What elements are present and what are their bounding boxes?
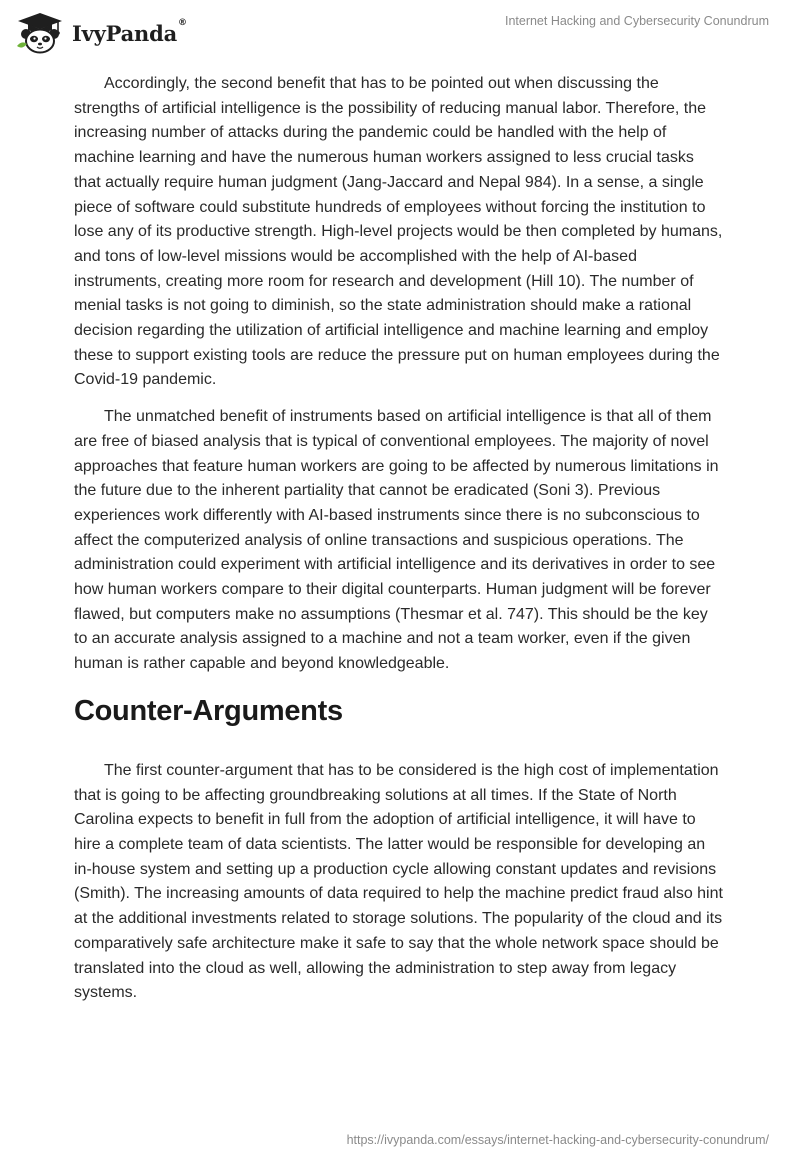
section-heading: Counter-Arguments [74, 694, 343, 727]
logo-text [72, 17, 187, 46]
document-title: Internet Hacking and Cybersecurity Conundrum [504, 14, 769, 28]
source-url[interactable]: https://ivypanda.com/essays/internet-hacking-and-cybersecurity-conundrum/ [346, 1133, 769, 1147]
logo-wordmark: IvyPanda [72, 20, 178, 46]
paragraph: Accordingly, the second benefit that has to be pointed out when discussing the strengths of artificial intelligence is the possibility of reducing manual labor. Therefore, the increasing number of attacks during the pandemic could be handled with the help of machine learning and have the numerous human workers assigned to less crucial tasks that actually require human judgment (Jang-Jaccard and Nepal 984). In a sense, a single piece of software could substitute hundreds of employees without forcing the institution to lose any of its productive strength. High-level projects would be then completed by humans, and tons of low-level missions would be accomplished with the help of AI-based instruments, creating more room for research and development (Hill 10). The number of menial tasks is not going to diminish, so the state administration should make a rational decision regarding the utilization of artificial intelligence and machine learning and employ these to support existing tools are reduce the pressure put on human employees during the Covid-19 pandemic. [74, 75, 723, 389]
paragraph: The first counter-argument that has to be considered is the high cost of implementation that is going to be affecting groundbreaking solutions at all times. If the State of North Carolina expects to benefit in full from the adoption of artificial intelligence, it will have to hire a complete team of data scientists. The latter would be responsible for developing an in-house system and setting up a production cycle allowing constant updates and revisions (Smith). The increasing amounts of data required to help the machine predict fraud also hint at the additional investments related to storage solutions. The popularity of the cloud and its comparatively safe architecture make it safe to say that the whole network space should be translated into the cloud as well, allowing the administration to step away from legacy systems. [74, 761, 723, 1002]
ivypanda-logo[interactable] [14, 10, 187, 54]
panda-graduate-icon [14, 10, 66, 54]
registered-mark: ® [178, 17, 187, 28]
essay-body [74, 72, 724, 1018]
paragraph: The unmatched benefit of instruments based on artificial intelligence is that all of them are free of biased analysis that is typical of conventional employees. The majority of novel approaches that feature human workers are going to be affected by numerous limitations in the future due to the inherent partiality that cannot be eradicated (Soni 3). Previous experiences work differently with AI-based instruments since there is no subconscious to affect the computerized analysis of online transactions and suspicious operations. The administration could experiment with artificial intelligence and its derivatives in order to see how human workers compare to their digital counterparts. Human judgment will be forever flawed, but computers make no assumptions (Thesmar et al. 747). This should be the key to an accurate analysis assigned to a machine and not a team worker, even if the given human is rather capable and beyond knowledgeable. [74, 408, 719, 673]
page-header [0, 0, 800, 62]
